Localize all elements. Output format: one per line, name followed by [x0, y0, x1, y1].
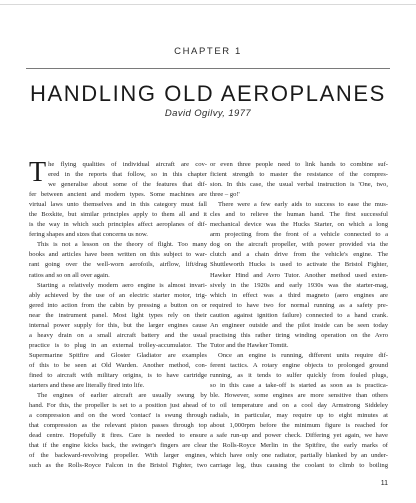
text-line: The engines of earlier aircraft are usually swung by [37, 392, 207, 400]
text-line: ered in the reports that follow, so in this chapter [48, 171, 207, 179]
text-line: practice is to plug in an external trolley-accumulator. The [29, 341, 207, 349]
opening-paragraph [29, 157, 207, 190]
left-column [29, 157, 207, 471]
text-line: the Rolls-Royce Merlin in the Spitfire, the early marks of [210, 442, 388, 450]
text-line: the Boxkite, but similar principles apply to them all and it [29, 211, 207, 219]
drop-cap: T [29, 157, 47, 188]
text-line: internal power supply for this, but the larger engines cause [29, 321, 207, 329]
text-line: rant going over the well-worn aerofoils, airflow, lift/drag [29, 261, 207, 269]
text-line: There were a few early aids to success to ease the mus- [218, 201, 388, 209]
text-line: near the instrument panel. Most light types rely on their [29, 311, 207, 319]
text-line: carriage leg, thus causing the coolant to climb to boiling [210, 462, 388, 470]
text-line: of the backward-revolving propeller. With larger engines, [29, 452, 207, 460]
text-line: to oil temperature and on a cool day Armstrong Siddeley [210, 402, 388, 410]
text-line: about 1,000rpm before the minimum figure is reached for [210, 422, 388, 430]
text-line: practising this rather tiring winding operation on the Avro [210, 331, 388, 339]
text-line: sion. In this case, the usual verbal instruction is 'One, two, [210, 181, 388, 189]
chapter-title: HANDLING OLD AEROPLANES [30, 81, 386, 106]
text-line: ble. However, some engines are more sensitive than others [210, 392, 388, 400]
text-line: fined to aircraft with military origins, is to have cartridge [29, 371, 207, 379]
text-line: dog on the aircraft propeller, with power provided via the [210, 241, 388, 249]
chapter-label: CHAPTER 1 [174, 46, 242, 57]
text-line: such as the Rolls-Royce Falcon in the Bristol Fighter, two [29, 462, 207, 470]
text-line: a safe run-up and power check. Differing yet again, we have [210, 432, 388, 440]
text-line: gered into action from the cabin by pressing a button on or [29, 301, 207, 309]
text-line: that compression as the relevant piston passes through top [29, 422, 207, 430]
text-line: so in this case a take-off is started as soon as is practica- [210, 382, 388, 390]
text-line: which have only one radiator, partially blanked by an under- [210, 452, 388, 460]
text-line: Shuttleworth Hucks is used to activate the Bristol Fighter, [210, 261, 388, 269]
text-line: clutch and a chain drive from the vehicle's engine. The [210, 251, 388, 259]
text-line: Supermarine Spitfire and Gloster Gladiator are examples [29, 351, 207, 359]
text-line: cles and to relieve the human hand. The first successful [210, 211, 388, 219]
text-line: ficient strength to master the resistance of the compres- [210, 171, 388, 179]
text-line: books and articles have been written on this subject to war- [29, 251, 207, 259]
text-line: ably achieved by the use of an electric starter motor, trig- [29, 291, 207, 299]
text-line: sively in the 1920s and early 1930s was the starter-mag, [210, 281, 388, 289]
chapter-byline: David Ogilvy, 1977 [164, 108, 252, 119]
text-line: is the way in which such principles affect aeroplanes of dif- [29, 221, 207, 229]
text-line: mechanical device was the Hucks Starter, on which a long [210, 221, 388, 229]
text-line: starters and these are literally fired into life. [29, 382, 145, 390]
text-line: of this to be seen at Old Warden. Another method, con- [29, 361, 207, 369]
text-line: arm projecting from the front of a vehicle connected to a [210, 231, 388, 239]
text-line: radials, in particular, may require up to eight minutes at [210, 412, 388, 420]
text-line: hand. For this, the propeller is set to a position just ahead of [29, 402, 207, 410]
right-column [210, 160, 388, 471]
text-line: caution against ignition failure) connected to a hand crank. [210, 311, 388, 319]
text-line: a compression and on the word 'contact' is swung through [29, 412, 207, 420]
text-line: dead centre. Hopefully it fires. Care is needed to ensure [29, 432, 207, 440]
top-rule [0, 4, 416, 5]
text-line: or even three people need to link hands to combine suf- [210, 161, 388, 168]
text-line: running, as it tends to sulfer quickly from fouled plugs, [210, 371, 388, 379]
page-number: 11 [380, 480, 388, 487]
text-line: a heavy drain on a small aircraft battery and the usual [29, 331, 207, 339]
text-line: which in effect was a third magneto (aero engines are [210, 291, 388, 299]
text-line: ratios and so on all over again. [29, 271, 110, 279]
text-line: Starting a relatively modern aero engine is almost invari- [37, 281, 207, 289]
text-line: Hawker Hind and Avro Tutor. Another method used exten- [210, 271, 388, 279]
text-line: three – go!' [210, 191, 240, 199]
text-line: that if the engine kicks back, the swinger's fingers are clear [29, 442, 207, 450]
text-line: we generalise about some of the features that dif- [48, 181, 207, 189]
text-line: ferent tactics. A rotary engine objects to prolonged ground [210, 361, 388, 369]
text-line: he flying qualities of individual aircraft are cov- [48, 161, 207, 168]
text-line: Once an engine is running, different units require dif- [218, 351, 388, 359]
text-line: fer between ancient and modern types. Some machines are [29, 191, 207, 199]
text-line: fering shapes and sizes that concerns us now. [29, 231, 148, 239]
text-line: An engineer outside and the pilot inside can be seen today [210, 321, 388, 329]
text-line: virtual laws unto themselves and in this category must fall [29, 201, 207, 209]
text-line: This is not a lesson on the theory of flight. Too many [37, 241, 207, 249]
text-line: Tutor and the Hawker Tomtit. [210, 341, 289, 349]
text-line: required to have two for normal running as a safety pre- [210, 301, 388, 309]
chapter-divider [26, 68, 390, 69]
